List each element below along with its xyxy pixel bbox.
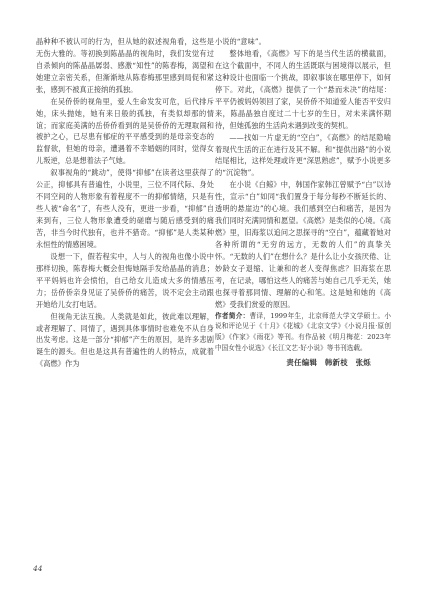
- paragraph: 整体地看，《高燃》写下的是当代生活的横截面，在这个截面中，不同人的生活既联与困境得以展示，但这种设计也面临一个挑战，即叙事该在哪里停下，如何停下。对此，《高燃》提供了一个“悬而未决”的结尾：平平仍被妈妈领回了家，吴侨侨不知道爱人能否平安归来，陈晶晶独自度过二十七岁的生日，对未来满怀期待，但她孤独的生活尚未遇到改变的契机。: [215, 49, 391, 130]
- paragraph: 设想一下，假若程实中，人与人的视角也像小说中那样切换，陈春梅大概会但悔她隔手发给晶晶的消息；平平妈妈也许会愤怕，自己给女儿造成大多的情感压力；岳侨侨亲身见证了吴侨侨的痛苦，说不定会主动跟开她给儿女打电话。: [36, 251, 214, 309]
- paragraph: ——找如一片虚无的“空白”，《高燃》的结尾隐喻着现代生活的正在进行及其不解。和“提供出路”的小说结尾相比，这样处理或许更“深思熟虑”，赋予小说更多的“沉淀物”。: [215, 132, 391, 178]
- author-bio-text: 曹译，1999年生，北京师范大学文学硕士。小说和评论见于《十月》《花城》《北京文学》《小说月报·原创版》《作家》《雨花》等刊。有作品被《明月梅花：2023年中国女性小说选》《长江文艺·好小说》等书刊选载。: [215, 311, 391, 352]
- paragraph: 小说的“意味”。: [215, 37, 266, 46]
- paragraph: 在小说《白鲸》中，韩国作家韩江曾赋予“白”以诗性，宣示“白”如同“我们置身于每分每秒不断延长的、透明的悬崖边”的心境。我们感到空白和痛苦，是因为我们同时充满同情和愿望。《高燃》是类似的心境。《高燃》里，旧海浆以追问之思探寻的“空白”，蕴藏着她对各种所谓的“无穷的远方，无数的人们”的真挚关怀。“无数的人们”在想什么？是什么让小女孩厌倦、让妙龄女子退缩、让兼和的老人变得焦虑？旧海浆在思考，在记录，哪怕这些人的痛苦与她自己几乎无关，她也探寻着那同情、理解的心和笔。这是她和她的《高燃》受我们赏爱的原因。: [215, 180, 391, 309]
- page-number: 44: [33, 564, 43, 573]
- left-text-column: [36, 36, 214, 370]
- paragraph: 但视角无法互换。人类就是如此，彼此难以理解，或者理解了、同情了，遇到具体事情时也难免不从自身出发考虑。这是一部分“抑郁”产生的原因，是许多悲剧诞生的源头。但也是这具有普遍性的人的特点，成就着《高燃》作为: [36, 311, 214, 369]
- author-bio: [215, 311, 391, 354]
- author-bio-label: 作者简介：: [215, 311, 250, 320]
- responsible-editors: 责任编辑 韩新枝 张烁: [286, 357, 371, 367]
- paragraph: 叙事视角的“跳动”，使得“抑郁”在读者这里获得了公正，抑郁具有普遍性，小说里，三位不同代际、身处不同空间的人物形象有着程度不一的抑郁情绪，只是有些人被“命名”了，有些人没有，更进一步看，“抑郁”自来到有，三位人物形象遭受的磋磨与随后感受到的痛苦，非当今时代独有，也并不猎奇。“抑郁”是人类某种永恒性的情感困境。: [36, 168, 214, 249]
- paragraph: 晶种种不被认可的行为，但从她的叙述视角看，这些是无伤大雅的。等初换到陈晶晶的视角时，我们发觉有过自杀倾向的陈晶晶孱弱、感激“知性”的陈春梅，渴望和她建立亲密关系，但渐渐地从陈春梅那里感到局促和紧张，感到不被真正接纳的孤独。: [36, 37, 214, 94]
- right-text-column: [215, 36, 391, 369]
- paragraph: 在吴侨侨的视角里，爱人生命发发可危，后代排斥她，床头抛她，她有来日般的孤独，有类似却那的情谊；而家庭美满的岳侨侨看到的是吴侨侨的无理取闹和被护之心，已尽患有郁症的平平感受到的是母亲变态的监督欲，但她的母亲，遭遇着不幸婚姻的同时，觉得女儿叛逆，总是想着法子气她。: [36, 96, 214, 166]
